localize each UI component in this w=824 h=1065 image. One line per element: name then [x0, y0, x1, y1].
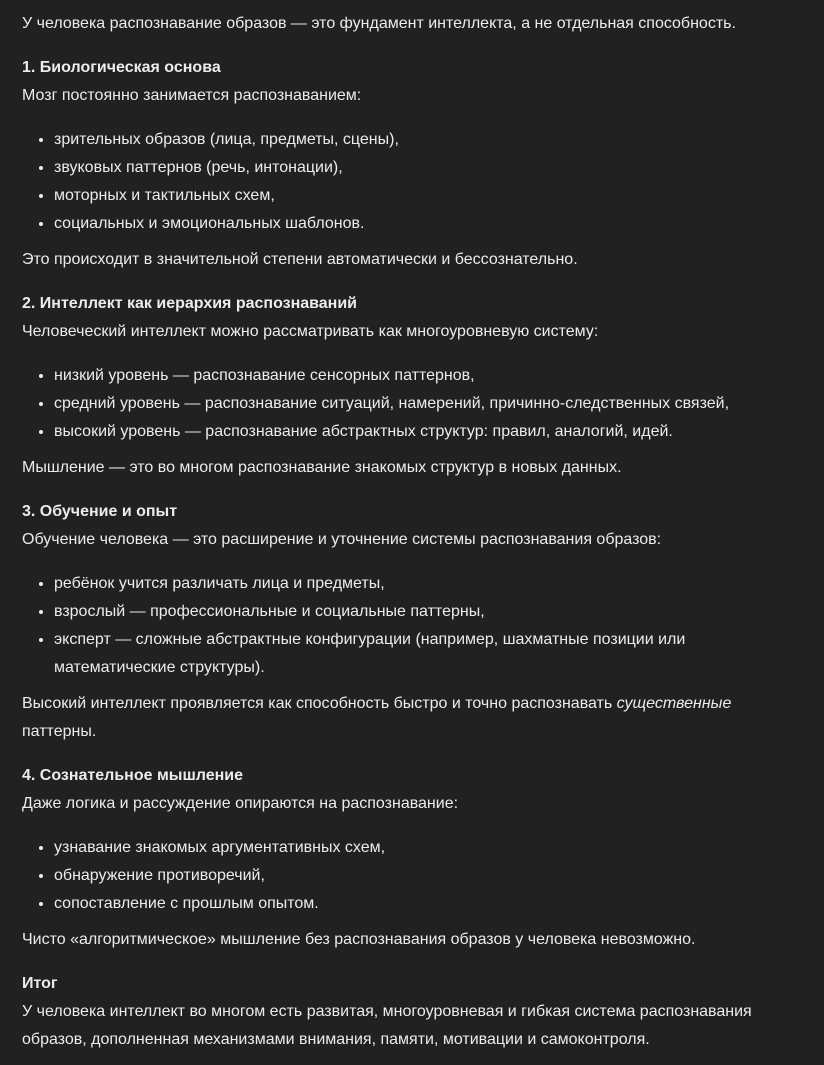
list-item: • высокий уровень — распознавание абстрактных структур: правил, аналогий, идей. — [54, 418, 802, 446]
bullet-list — [22, 570, 802, 682]
section-lead: Обучение человека — это расширение и уточнение системы распознавания образов: — [22, 531, 662, 548]
list-item: • средний уровень — распознавание ситуаций, намерений, причинно-следственных связей, — [54, 390, 802, 418]
conclusion-text: паттерны. — [22, 723, 97, 740]
section-conclusion: Мышление — это во многом распознавание знакомых структур в новых данных. — [22, 459, 622, 476]
list-item: • моторных и тактильных схем, — [54, 182, 802, 210]
list-item: • эксперт — сложные абстрактные конфигурации (например, шахматные позиции или математические структуры). — [54, 626, 802, 682]
list-item: • сопоставление с прошлым опытом. — [54, 890, 802, 918]
summary-text: У человека интеллект во многом есть развитая, многоуровневая и гибкая система распознавания образов, дополненная механизмами внимания, памяти, мотивации и самоконтроля. — [22, 1003, 752, 1048]
section-heading: 3. Обучение и опыт — [22, 503, 178, 520]
section-conclusion: Это происходит в значительной степени автоматически и бессознательно. — [22, 251, 578, 268]
list-item: • зрительных образов (лица, предметы, сцены), — [54, 126, 802, 154]
list-item: • узнавание знакомых аргументативных схем, — [54, 834, 802, 862]
bullet-list — [22, 834, 802, 918]
emphasis-text: существенные — [616, 695, 732, 712]
list-item: • социальных и эмоциональных шаблонов. — [54, 210, 802, 238]
list-item: • звуковых паттернов (речь, интонации), — [54, 154, 802, 182]
section-lead: Мозг постоянно занимается распознаванием: — [22, 87, 362, 104]
section-lead: Даже логика и рассуждение опираются на распознавание: — [22, 795, 459, 812]
bullet-list — [22, 362, 802, 446]
section-heading: 2. Интеллект как иерархия распознаваний — [22, 295, 358, 312]
list-item: • обнаружение противоречий, — [54, 862, 802, 890]
list-item: • низкий уровень — распознавание сенсорных паттернов, — [54, 362, 802, 390]
bullet-list — [22, 126, 802, 238]
list-item: • ребёнок учится различать лица и предметы, — [54, 570, 802, 598]
intro-paragraph: У человека распознавание образов — это фундамент интеллекта, а не отдельная способность. — [22, 15, 736, 32]
section-heading: 1. Биологическая основа — [22, 59, 221, 76]
summary-heading: Итог — [22, 975, 58, 992]
section-conclusion — [22, 690, 802, 746]
section-heading: 4. Сознательное мышление — [22, 767, 244, 784]
list-item: • взрослый — профессиональные и социальные паттерны, — [54, 598, 802, 626]
conclusion-text: Высокий интеллект проявляется как способность быстро и точно распознавать — [22, 695, 617, 712]
section-conclusion: Чисто «алгоритмическое» мышление без распознавания образов у человека невозможно. — [22, 931, 696, 948]
section-lead: Человеческий интеллект можно рассматривать как многоуровневую систему: — [22, 323, 599, 340]
